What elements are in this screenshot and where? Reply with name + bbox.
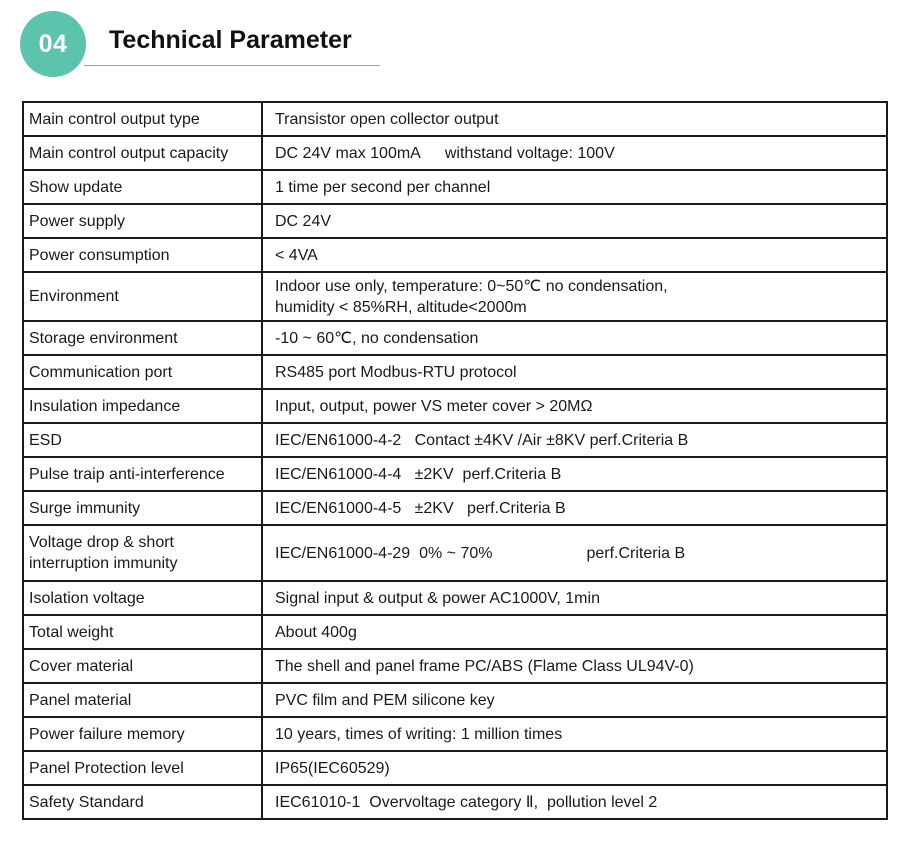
value-part: withstand voltage: 100V [444,144,615,162]
parameter-value: Transistor open collector output [262,102,887,136]
parameter-label: Total weight [23,615,262,649]
parameter-label: Power consumption [23,238,262,272]
table-row [23,457,887,491]
parameter-label: Environment [23,272,262,321]
parameter-label: Main control output capacity [23,136,262,170]
table-row [23,389,887,423]
parameter-label: Communication port [23,355,262,389]
parameter-value: The shell and panel frame PC/ABS (Flame Class UL94V-0) [262,649,887,683]
parameter-label: Power failure memory [23,717,262,751]
value-part: IEC/EN61000-4-29 0% ~ 70% [275,544,493,562]
parameter-label: Panel Protection level [23,751,262,785]
parameter-value: Signal input & output & power AC1000V, 1min [262,581,887,615]
parameter-value: < 4VA [262,238,887,272]
table-row [23,204,887,238]
parameter-value: RS485 port Modbus-RTU protocol [262,355,887,389]
parameter-value: IEC61010-1 Overvoltage category Ⅱ, pollution level 2 [262,785,887,819]
technical-parameter-table [22,101,888,820]
value-line: humidity < 85%RH, altitude<2000m [275,298,527,316]
table-row [23,170,887,204]
table-row [23,423,887,457]
value-part: DC 24V max 100mA [275,144,421,162]
parameter-value: 1 time per second per channel [262,170,887,204]
value-part: perf.Criteria B [586,544,686,562]
parameter-value: PVC film and PEM silicone key [262,683,887,717]
label-line: interruption immunity [29,555,178,572]
parameter-value: IP65(IEC60529) [262,751,887,785]
table-row [23,615,887,649]
table-row [23,321,887,355]
parameter-value: IEC/EN61000-4-5 ±2KV perf.Criteria B [262,491,887,525]
parameter-value: -10 ~ 60℃, no condensation [262,321,887,355]
parameter-label: Storage environment [23,321,262,355]
table-row [23,355,887,389]
section-number-badge: 04 [20,11,86,77]
parameter-value: 10 years, times of writing: 1 million times [262,717,887,751]
parameter-label [23,525,262,581]
table-row [23,717,887,751]
table-row [23,785,887,819]
parameter-label: Insulation impedance [23,389,262,423]
parameter-value: Input, output, power VS meter cover > 20MΩ [262,389,887,423]
table-row [23,649,887,683]
table-row [23,272,887,321]
table-row [23,136,887,170]
parameter-label: Safety Standard [23,785,262,819]
parameter-label: Surge immunity [23,491,262,525]
parameter-label: Main control output type [23,102,262,136]
table-row [23,683,887,717]
parameter-label: ESD [23,423,262,457]
table-row [23,102,887,136]
parameter-label: Panel material [23,683,262,717]
parameter-value [262,136,887,170]
section-title: Technical Parameter [109,26,352,54]
parameter-value: DC 24V [262,204,887,238]
table-row [23,581,887,615]
table-row [23,238,887,272]
table-row [23,525,887,581]
parameter-value [262,525,887,581]
parameter-value: IEC/EN61000-4-2 Contact ±4KV /Air ±8KV perf.Criteria B [262,423,887,457]
parameter-value: About 400g [262,615,887,649]
parameter-label: Cover material [23,649,262,683]
parameter-label: Power supply [23,204,262,238]
parameter-value: IEC/EN61000-4-4 ±2KV perf.Criteria B [262,457,887,491]
parameter-value [262,272,887,321]
table-row [23,751,887,785]
parameter-label: Isolation voltage [23,581,262,615]
table-row [23,491,887,525]
parameter-label: Pulse traip anti-interference [23,457,262,491]
label-line: Voltage drop & short [29,534,174,551]
value-line: Indoor use only, temperature: 0~50℃ no condensation, [275,277,668,295]
section-header [0,0,900,90]
parameter-label: Show update [23,170,262,204]
title-underline [84,65,380,66]
